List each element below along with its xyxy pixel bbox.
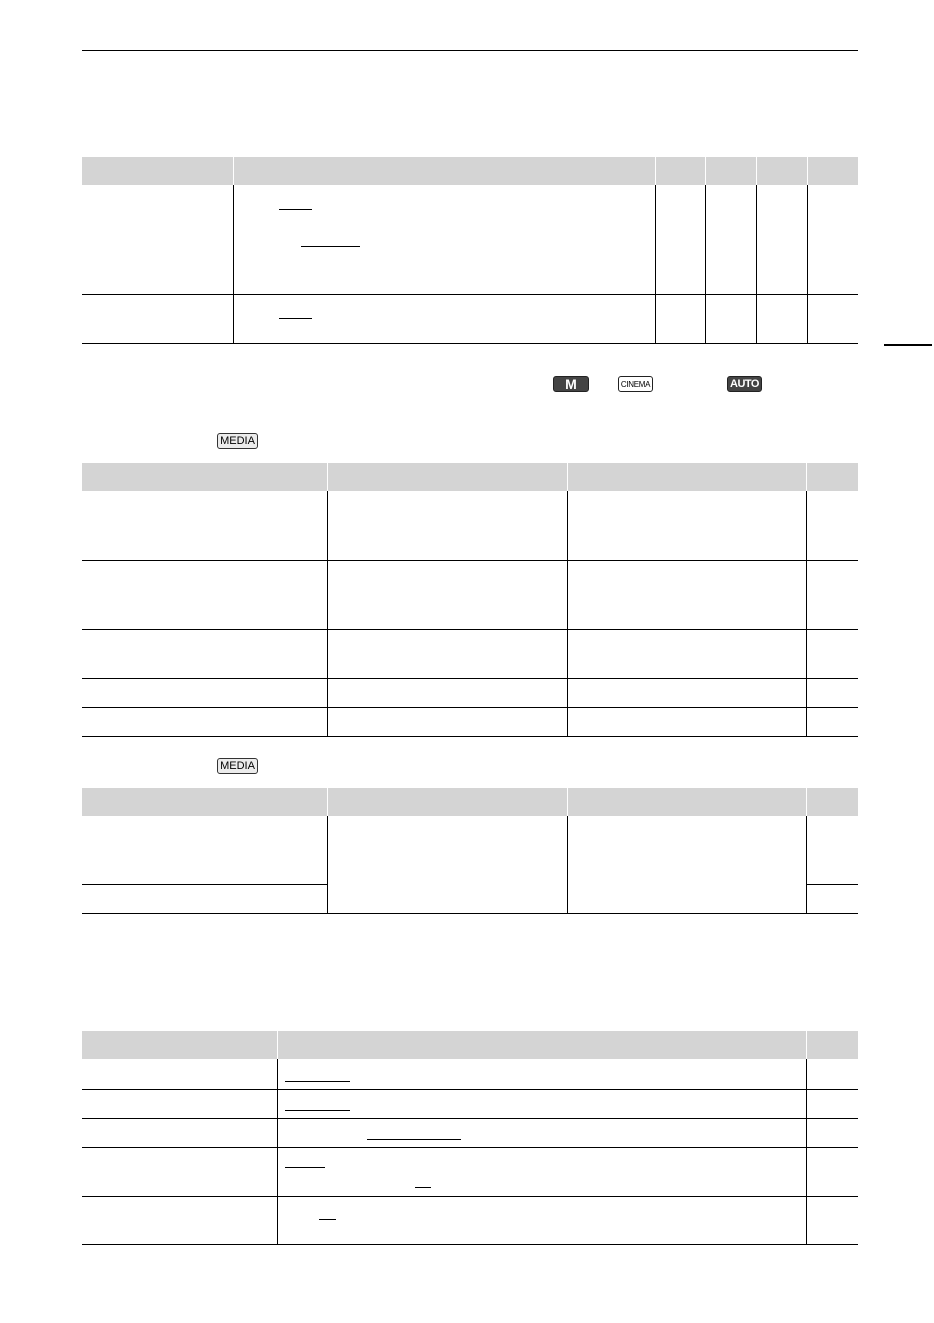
table-3-header-row <box>82 788 858 816</box>
default-value-underline <box>367 1139 461 1140</box>
manual-mode-icon: M <box>553 376 589 392</box>
default-value-underline <box>285 1081 350 1082</box>
default-value-underline <box>285 1167 325 1168</box>
table-row-divider <box>82 629 858 630</box>
table-row-divider <box>82 1118 858 1119</box>
table-row-divider <box>82 884 327 885</box>
media-mode-icon: MEDIA <box>217 433 258 449</box>
table-row-divider <box>82 560 858 561</box>
table-row-divider <box>807 884 858 885</box>
table-row-divider <box>82 678 858 679</box>
table-2-bottom-rule <box>82 736 858 737</box>
table-4-bottom-rule <box>82 1244 858 1245</box>
media-mode-icon: MEDIA <box>217 758 258 774</box>
default-value-underline <box>285 1110 350 1111</box>
default-value-underline <box>279 209 312 210</box>
table-row-divider <box>82 1089 858 1090</box>
table-2-header-row <box>82 463 858 491</box>
table-row-divider <box>82 294 858 295</box>
auto-mode-icon: AUTO <box>727 376 762 392</box>
table-4-header-row <box>82 1031 858 1059</box>
table-row-divider <box>82 707 858 708</box>
default-value-underline <box>319 1219 336 1220</box>
section-tab-marker <box>884 344 932 346</box>
table-1-bottom-rule <box>82 343 858 344</box>
default-value-underline <box>279 318 312 319</box>
default-value-underline <box>301 246 360 247</box>
table-3-bottom-rule <box>82 913 858 914</box>
page-top-rule <box>82 50 858 51</box>
table-row-divider <box>82 1196 858 1197</box>
table-1-header-row <box>82 157 858 185</box>
cinema-mode-icon: CINEMA <box>618 376 653 392</box>
table-row-divider <box>82 1147 858 1148</box>
default-value-underline <box>415 1187 431 1188</box>
